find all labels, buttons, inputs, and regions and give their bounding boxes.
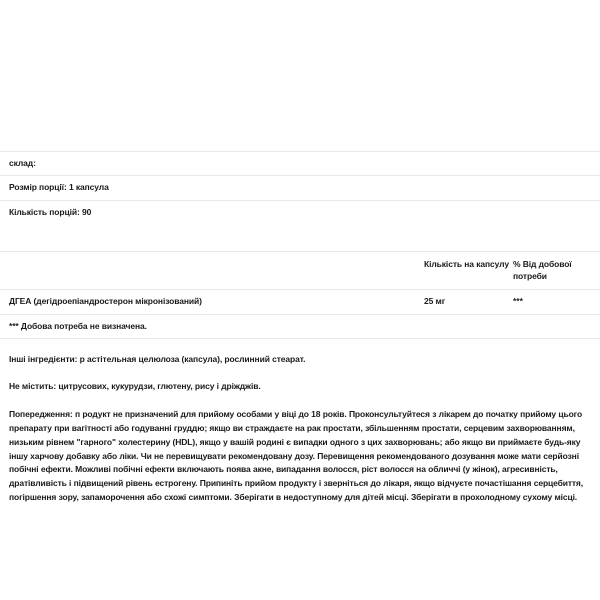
- panel-gap: [0, 224, 600, 251]
- supplement-facts-panel: [0, 151, 600, 339]
- table-row: [0, 289, 600, 313]
- facts-table-header: [0, 251, 600, 289]
- ingredient-amount: 25 мг: [424, 296, 446, 307]
- header-daily-value: % Від добової потреби: [513, 259, 572, 281]
- ingredient-name: ДГЕА (дегідроепіандростерон мікронізований): [9, 296, 202, 307]
- other-ingredients-text: Інші інгредієнти: р астітельная целюлоза (капсула), рослинний стеарат.: [9, 354, 306, 365]
- free-from-text: Не містить: цитрусових, кукурудзи, глютену, рису і дріжджів.: [9, 380, 261, 391]
- facts-footnote: *** Добова потреба не визначена.: [0, 314, 600, 339]
- notes-section: [0, 339, 600, 504]
- serving-size-row: Розмір порції: 1 капсула: [0, 175, 600, 199]
- warning-text: Попередження: п родукт не призначений для прийому особами у віці до 18 років. Проконсультуйтеся з лікарем до початку прийому цього препарату при вагітності або годуванні груддю; якщо ви страждаєте на рак простати, збільшенням простати, серцевим захворюванням, низьким рівнем "гарного" холестерину (HDL), якщо у вашій родині є випадки одного з цих захворювань; або якщо ви приймаєте будь-яку іншу харчову добавку або ліки. Чи не перевищувати рекомендовану дозу. Перевищення рекомендованого дозування може мати серйозні побічні ефекти. Можливі побічні ефекти включають поява акне, випадання волосся, ріст волосся на обличчі (у жінок), агресивність, дратівливість і підвищений рівень естрогену. Припиніть прийом продукту і зверніться до лікаря, якщо відчуєте почастішання серцебиття, погіршення зору, запаморочення або схожі симптоми. Зберігати в недоступному для дітей місці. Зберігати в прохолодному сухому місці.: [9, 409, 584, 502]
- header-ingredient-name: [9, 259, 424, 282]
- header-amount-per-serving: Кількість на капсулу: [424, 259, 509, 270]
- servings-per-container-row: Кількість порцій: 90: [0, 200, 600, 224]
- top-blank-area: [0, 0, 600, 151]
- ingredient-daily-value: ***: [513, 296, 523, 307]
- panel-title-row: склад:: [0, 151, 600, 175]
